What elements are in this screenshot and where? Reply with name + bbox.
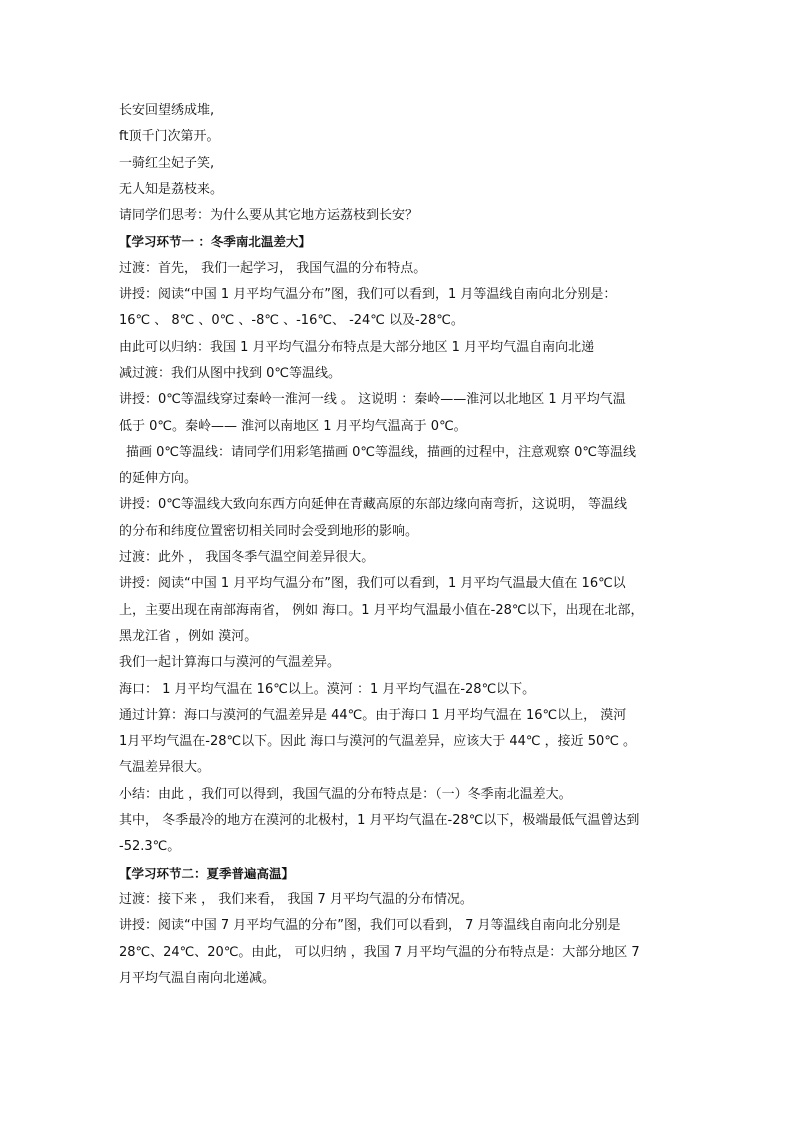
poem-line-1: 长安回望绣成堆,	[119, 103, 215, 118]
section-heading-2: 【学习环节二：夏季普遍高温】	[119, 865, 295, 881]
paragraph-line: 黑龙江省 ，例如 漠河。	[119, 628, 258, 644]
paragraph-line: 讲授：阅读“中国 1 月平均气温分布”图，我们可以看到，1 月等温线自南向北分别是：	[119, 287, 617, 303]
paragraph-line: 其中， 冬季最冷的地方在漠河的北极村，1 月平均气温在-28℃以下，极端最低气温曾达到	[119, 813, 640, 829]
paragraph-line: 过渡：接下来 ， 我们来看， 我国 7 月平均气温的分布情况。	[119, 891, 473, 907]
paragraph-line: 减过渡：我们从图中找到 0℃等温线。	[119, 365, 342, 381]
poem-line-2: ft顶千门次第开。	[119, 129, 220, 145]
paragraph-line: 我们一起计算海口与漠河的气温差异。	[119, 655, 341, 671]
paragraph-line: 过渡：首先， 我们一起学习， 我国气温的分布特点。	[119, 260, 427, 276]
paragraph-line: 讲授：阅读“中国 1 月平均气温分布”图，我们可以看到，1 月平均气温最大值在 16℃以	[119, 576, 626, 592]
paragraph-line: 上，主要出现在南部海南省， 例如 海口。1 月平均气温最小值在-28℃以下，出现在北部，	[119, 602, 644, 618]
paragraph-line: 讲授：阅读“中国 7 月平均气温的分布”图，我们可以看到， 7 月等温线自南向北分别是	[119, 918, 621, 934]
paragraph-line: 1月平均气温在-28℃以下。因此 海口与漠河的气温差异，应该大于 44℃ ，接近 50℃ 。	[119, 734, 637, 750]
paragraph-line: 月平均气温自南向北递减。	[119, 970, 276, 986]
section-heading-1: 【学习环节一 ：冬季南北温差大】	[119, 234, 311, 250]
paragraph-line: 气温差异很大。	[119, 760, 211, 776]
paragraph-line: 28℃、24℃、20℃。由此， 可以归纳 ，我国 7 月平均气温的分布特点是：大部分地区 7	[119, 944, 640, 960]
paragraph-line: 低于 0℃。秦岭—— 淮河以南地区 1 月平均气温高于 0℃。	[119, 418, 467, 434]
paragraph-line: 讲授：0℃等温线穿过秦岭一淮河一线 。 这说明 ：秦岭——淮河以北地区 1 月平均气温	[119, 392, 626, 408]
paragraph-line: 的分布和纬度位置密切相关同时会受到地形的影响。	[119, 523, 419, 539]
paragraph-line: 海口： 1 月平均气温在 16℃以上。漠河 ：1 月平均气温在-28℃以下。	[119, 681, 536, 697]
paragraph-line: 小结：由此 ，我们可以得到，我国气温的分布特点是：（一）冬季南北温差大。	[119, 786, 572, 802]
poem-line-3: 一骑红尘妃子笑,	[119, 155, 215, 171]
paragraph-line: 通过计算：海口与漠河的气温差异是 44℃。由于海口 1 月平均气温在 16℃以上， 漠河	[119, 707, 627, 723]
paragraph-line: 的延伸方向。	[119, 471, 198, 487]
paragraph-line: 由此可以归纳：我国 1 月平均气温分布特点是大部分地区 1 月平均气温自南向北递	[119, 339, 595, 355]
paragraph-line: 过渡：此外 ， 我国冬季气温空间差异很大。	[119, 550, 375, 566]
document-body	[119, 98, 689, 992]
paragraph-line: 讲授：0℃等温线大致向东西方向延伸在青藏高原的东部边缘向南弯折，这说明， 等温线	[119, 497, 628, 513]
poem-line-4: 无人知是荔枝来。	[119, 181, 224, 197]
paragraph-line: 描画 0℃等温线：请同学们用彩笔描画 0℃等温线，描画的过程中，注意观察 0℃等温线	[126, 444, 637, 460]
paragraph-line: 16℃ 、 8℃ 、0℃ 、-8℃ 、-16℃、 -24℃ 以及-28℃。	[119, 313, 464, 329]
paragraph-line: -52.3℃。	[119, 839, 181, 855]
question-line: 请同学们思考：为什么要从其它地方运荔枝到长安？	[119, 208, 419, 224]
